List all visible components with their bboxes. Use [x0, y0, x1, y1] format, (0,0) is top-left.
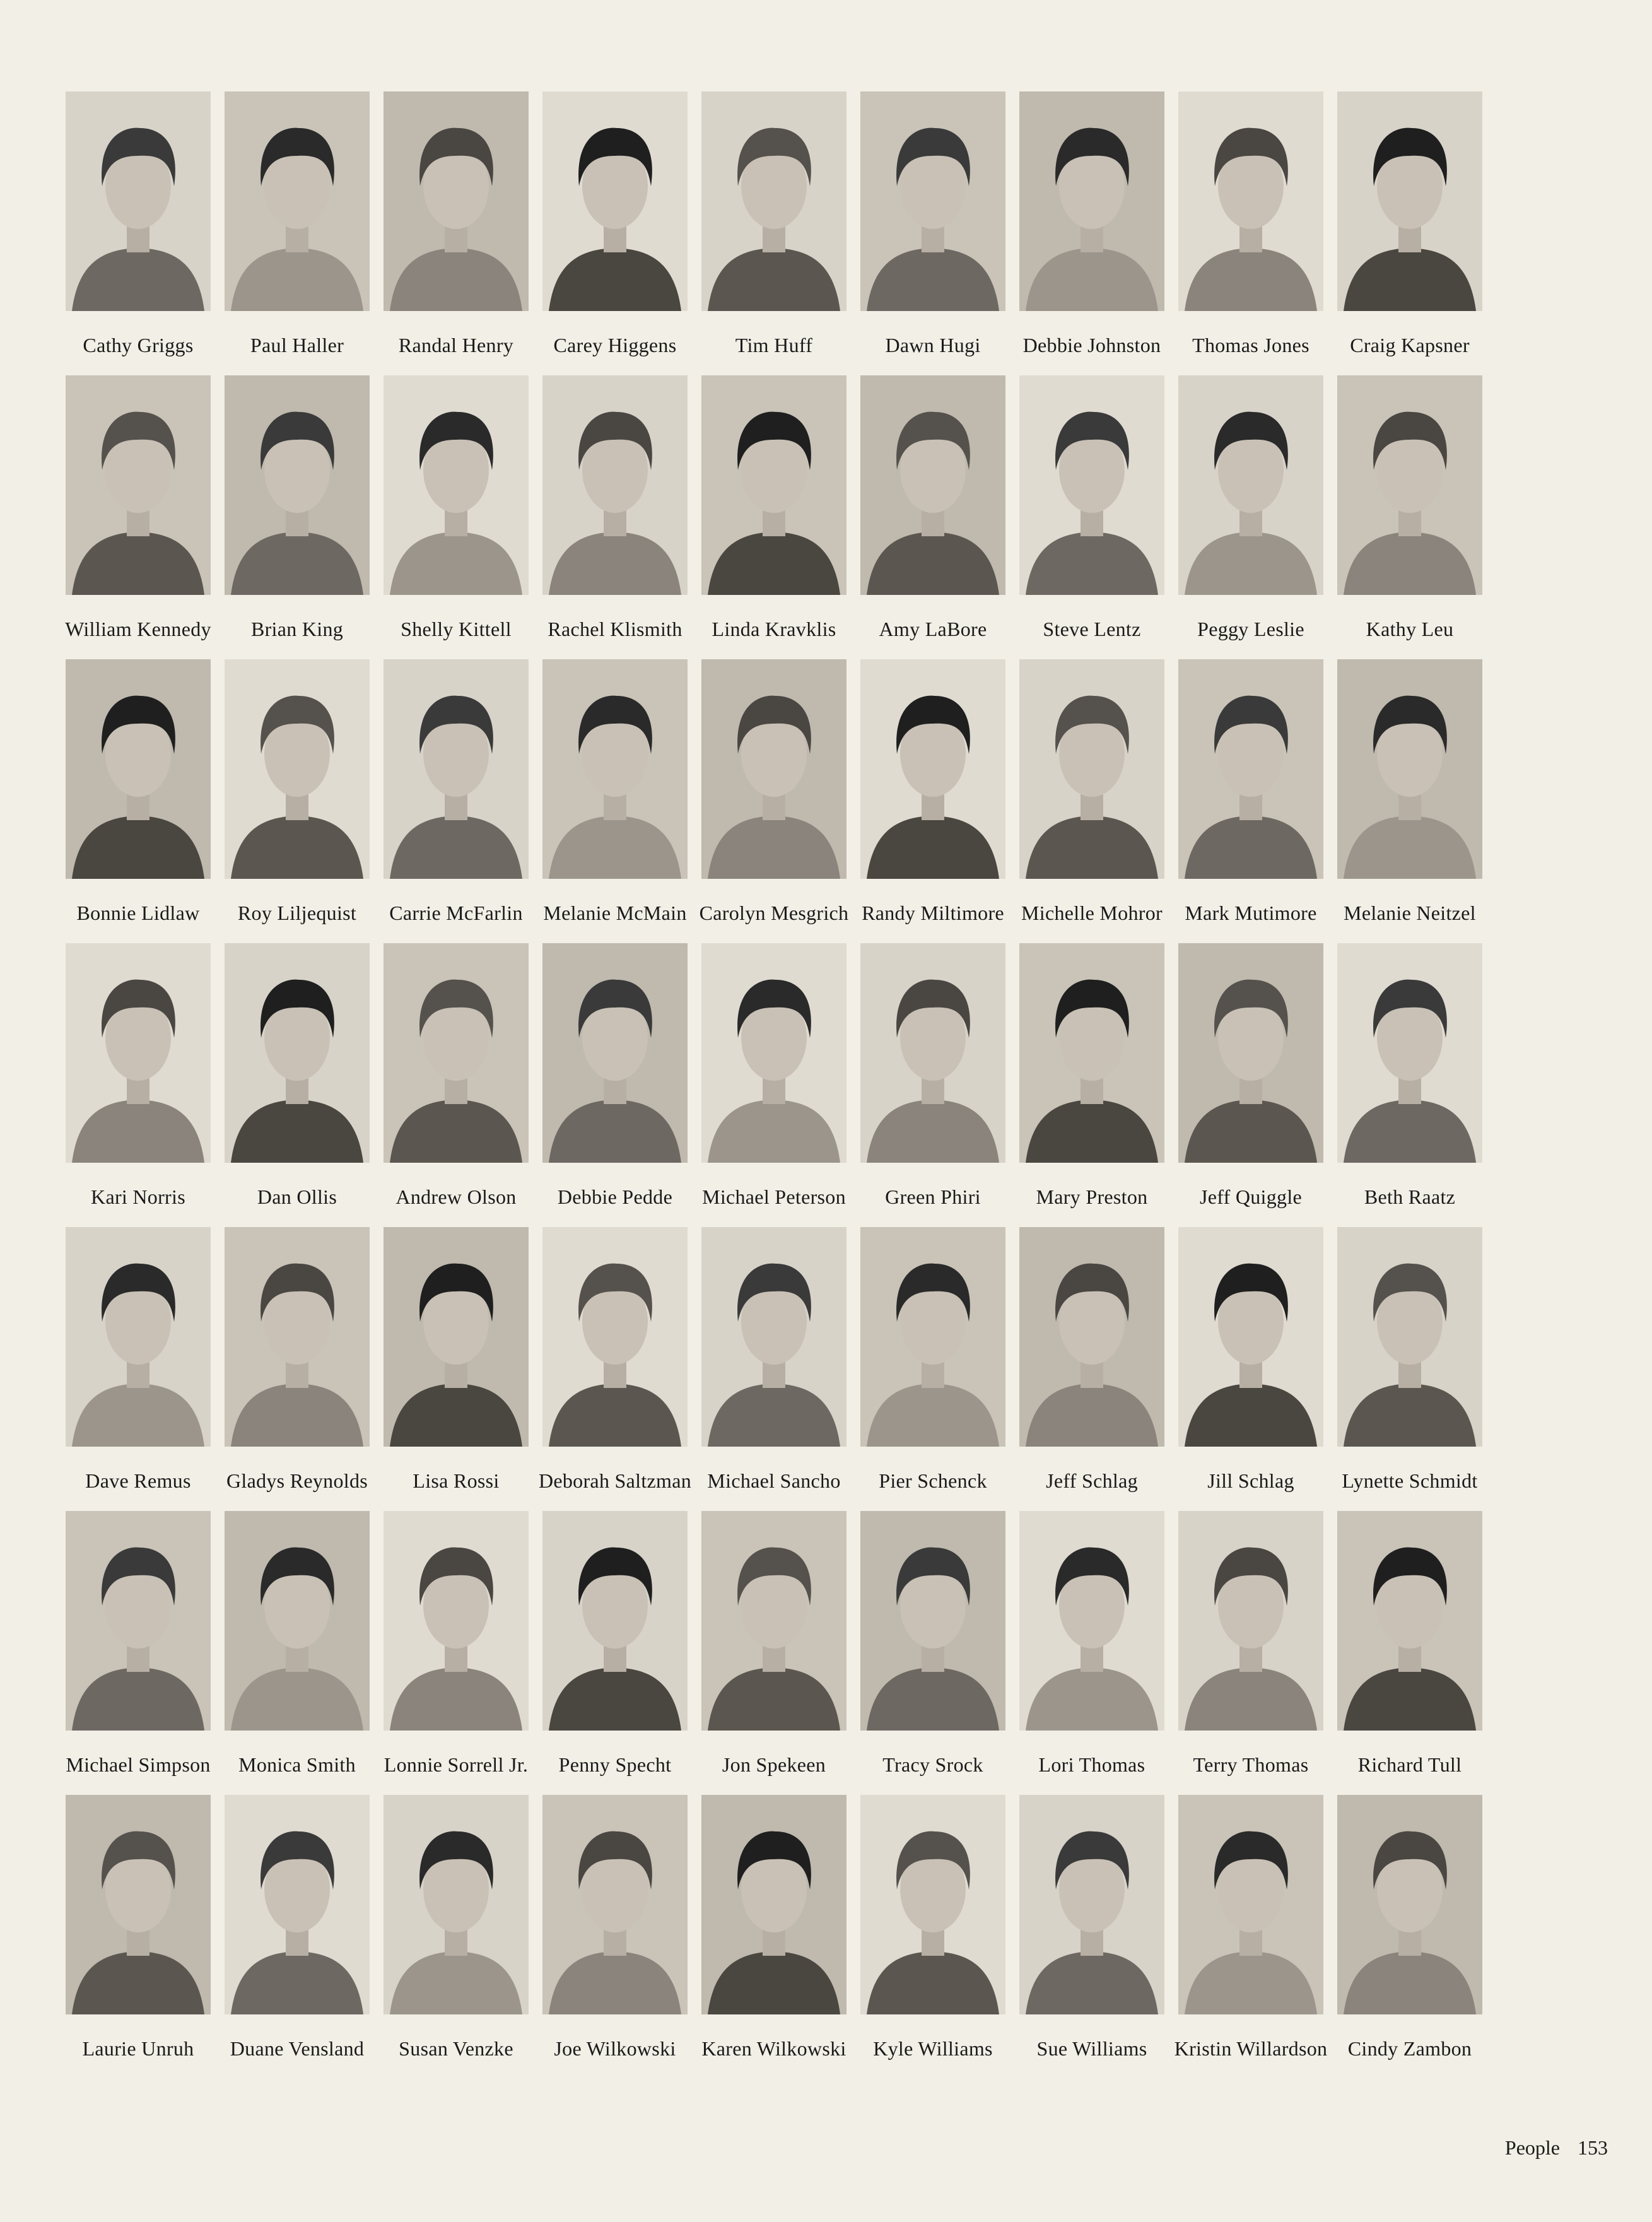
portrait-photo — [1337, 943, 1482, 1163]
person-name: Deborah Saltzman — [538, 1469, 692, 1492]
person-name: Lynette Schmidt — [1342, 1469, 1478, 1492]
person-silhouette-icon — [225, 375, 370, 595]
person-silhouette-icon — [384, 1227, 529, 1447]
person-silhouette-icon — [860, 1227, 1005, 1447]
person-silhouette-icon — [1337, 375, 1482, 595]
person-name: Melanie McMain — [543, 902, 687, 924]
person-name: Richard Tull — [1357, 1753, 1462, 1776]
person-silhouette-icon — [860, 1795, 1005, 2014]
person-silhouette-icon — [1019, 1227, 1164, 1447]
portrait-photo — [1019, 375, 1164, 595]
person-silhouette-icon — [225, 1511, 370, 1731]
portrait-photo — [860, 659, 1005, 879]
portrait-card — [63, 91, 213, 375]
person-name: Randal Henry — [398, 334, 514, 356]
person-silhouette-icon — [860, 375, 1005, 595]
portrait-photo — [701, 375, 847, 595]
portrait-photo — [1178, 1795, 1323, 2014]
portrait-card — [222, 1511, 372, 1795]
person-name: Andrew Olson — [395, 1185, 517, 1208]
portrait-photo — [1178, 375, 1323, 595]
person-name: Randy Miltimore — [862, 902, 1004, 924]
portrait-photo — [701, 1795, 847, 2014]
portrait-photo — [66, 1795, 211, 2014]
portrait-card — [63, 375, 213, 659]
person-name: Steve Lentz — [1043, 618, 1141, 640]
person-name: Gladys Reynolds — [226, 1469, 368, 1492]
portrait-photo — [66, 1227, 211, 1447]
person-name: Thomas Jones — [1192, 334, 1309, 356]
portrait-photo — [860, 943, 1005, 1163]
portrait-photo — [1337, 1511, 1482, 1731]
person-silhouette-icon — [1178, 91, 1323, 311]
person-silhouette-icon — [542, 659, 688, 879]
portrait-photo — [542, 943, 688, 1163]
portrait-card — [699, 1511, 849, 1795]
person-name: Amy LaBore — [879, 618, 987, 640]
person-name: Carrie McFarlin — [389, 902, 523, 924]
person-name: Linda Kravklis — [712, 618, 836, 640]
person-name: Michelle Mohror — [1021, 902, 1163, 924]
portrait-card — [1335, 1795, 1485, 2079]
person-name: Duane Vensland — [230, 2037, 365, 2060]
person-name: Mark Mutimore — [1185, 902, 1317, 924]
person-silhouette-icon — [1178, 1511, 1323, 1731]
person-silhouette-icon — [1019, 1795, 1164, 2014]
person-name: Paul Haller — [250, 334, 344, 356]
person-silhouette-icon — [1337, 91, 1482, 311]
portrait-card — [381, 91, 531, 375]
portrait-card — [63, 1795, 213, 2079]
portrait-card — [1176, 91, 1326, 375]
person-name: Kyle Williams — [873, 2037, 993, 2060]
portrait-photo — [225, 1511, 370, 1731]
portrait-card — [63, 1511, 213, 1795]
person-silhouette-icon — [1019, 375, 1164, 595]
portrait-card — [222, 659, 372, 943]
person-name: Lori Thomas — [1038, 1753, 1145, 1776]
portrait-grid — [63, 91, 1482, 2079]
portrait-photo — [225, 1795, 370, 2014]
person-name: Carolyn Mesgrich — [699, 902, 849, 924]
person-silhouette-icon — [701, 91, 847, 311]
portrait-photo — [1337, 1227, 1482, 1447]
person-silhouette-icon — [66, 1795, 211, 2014]
portrait-card — [540, 1795, 690, 2079]
portrait-photo — [1019, 1795, 1164, 2014]
portrait-card — [1017, 1511, 1167, 1795]
portrait-card — [1335, 375, 1485, 659]
person-silhouette-icon — [66, 91, 211, 311]
person-silhouette-icon — [701, 943, 847, 1163]
person-name: Mary Preston — [1036, 1185, 1148, 1208]
portrait-card — [1176, 375, 1326, 659]
portrait-photo — [66, 91, 211, 311]
person-silhouette-icon — [384, 91, 529, 311]
person-name: Roy Liljequist — [237, 902, 357, 924]
person-silhouette-icon — [225, 943, 370, 1163]
person-silhouette-icon — [66, 659, 211, 879]
portrait-photo — [66, 659, 211, 879]
portrait-photo — [225, 91, 370, 311]
page-number: 153 — [1578, 2136, 1608, 2159]
portrait-photo — [1337, 659, 1482, 879]
person-name: Kathy Leu — [1366, 618, 1454, 640]
person-name: Tracy Srock — [882, 1753, 983, 1776]
person-name: Shelly Kittell — [401, 618, 512, 640]
person-name: Karen Wilkowski — [701, 2037, 847, 2060]
portrait-card — [1017, 91, 1167, 375]
person-name: Pier Schenck — [879, 1469, 987, 1492]
portrait-photo — [384, 1511, 529, 1731]
portrait-card — [858, 659, 1008, 943]
person-silhouette-icon — [1337, 1227, 1482, 1447]
portrait-photo — [384, 1795, 529, 2014]
person-silhouette-icon — [1337, 1795, 1482, 2014]
person-silhouette-icon — [860, 1511, 1005, 1731]
portrait-card — [381, 1795, 531, 2079]
person-silhouette-icon — [1178, 1795, 1323, 2014]
person-silhouette-icon — [542, 375, 688, 595]
portrait-photo — [384, 659, 529, 879]
person-silhouette-icon — [860, 659, 1005, 879]
portrait-photo — [1337, 375, 1482, 595]
portrait-card — [540, 91, 690, 375]
person-name: Lonnie Sorrell Jr. — [384, 1753, 529, 1776]
portrait-card — [858, 91, 1008, 375]
portrait-card — [699, 91, 849, 375]
page-footer — [1505, 2136, 1608, 2160]
portrait-card — [858, 1795, 1008, 2079]
person-name: Dan Ollis — [257, 1185, 337, 1208]
portrait-card — [1335, 659, 1485, 943]
portrait-photo — [1019, 943, 1164, 1163]
person-silhouette-icon — [225, 659, 370, 879]
portrait-photo — [542, 1227, 688, 1447]
person-name: Beth Raatz — [1364, 1185, 1456, 1208]
portrait-photo — [1019, 1511, 1164, 1731]
portrait-photo — [701, 943, 847, 1163]
portrait-card — [1335, 91, 1485, 375]
portrait-photo — [384, 1227, 529, 1447]
person-name: Michael Simpson — [66, 1753, 211, 1776]
person-silhouette-icon — [542, 1511, 688, 1731]
person-name: Rachel Klismith — [548, 618, 682, 640]
person-name: Kari Norris — [91, 1185, 185, 1208]
portrait-card — [222, 1795, 372, 2079]
person-name: Craig Kapsner — [1350, 334, 1470, 356]
portrait-card — [858, 1227, 1008, 1511]
person-name: Dawn Hugi — [885, 334, 981, 356]
person-name: William Kennedy — [65, 618, 211, 640]
portrait-card — [222, 375, 372, 659]
person-name: Sue Williams — [1036, 2037, 1147, 2060]
portrait-photo — [225, 375, 370, 595]
portrait-photo — [1178, 1511, 1323, 1731]
portrait-photo — [1337, 1795, 1482, 2014]
portrait-photo — [384, 91, 529, 311]
person-silhouette-icon — [225, 1227, 370, 1447]
portrait-card — [699, 375, 849, 659]
person-name: Jeff Quiggle — [1199, 1185, 1303, 1208]
person-silhouette-icon — [66, 1227, 211, 1447]
portrait-card — [540, 375, 690, 659]
portrait-card — [540, 1511, 690, 1795]
portrait-card — [1017, 1795, 1167, 2079]
person-name: Lisa Rossi — [413, 1469, 500, 1492]
portrait-card — [381, 659, 531, 943]
portrait-photo — [860, 1227, 1005, 1447]
person-name: Penny Specht — [558, 1753, 672, 1776]
person-silhouette-icon — [1337, 943, 1482, 1163]
portrait-card — [381, 943, 531, 1227]
portrait-card — [540, 659, 690, 943]
person-silhouette-icon — [1178, 943, 1323, 1163]
person-silhouette-icon — [1178, 1227, 1323, 1447]
person-silhouette-icon — [701, 1227, 847, 1447]
person-name: Dave Remus — [85, 1469, 191, 1492]
person-silhouette-icon — [701, 659, 847, 879]
portrait-photo — [1019, 659, 1164, 879]
portrait-photo — [701, 91, 847, 311]
portrait-card — [1017, 1227, 1167, 1511]
portrait-card — [222, 91, 372, 375]
portrait-card — [699, 659, 849, 943]
person-silhouette-icon — [701, 1795, 847, 2014]
person-silhouette-icon — [1178, 659, 1323, 879]
person-silhouette-icon — [1019, 1511, 1164, 1731]
portrait-photo — [860, 1511, 1005, 1731]
portrait-card — [381, 1227, 531, 1511]
portrait-photo — [542, 1511, 688, 1731]
portrait-card — [858, 1511, 1008, 1795]
person-name: Carey Higgens — [553, 334, 677, 356]
portrait-card — [1176, 1227, 1326, 1511]
person-name: Tim Huff — [735, 334, 813, 356]
section-label: People — [1504, 2136, 1560, 2159]
portrait-card — [1017, 943, 1167, 1227]
portrait-photo — [542, 1795, 688, 2014]
portrait-card — [699, 1795, 849, 2079]
portrait-card — [1335, 1511, 1485, 1795]
person-silhouette-icon — [701, 1511, 847, 1731]
person-name: Kristin Willardson — [1174, 2037, 1328, 2060]
portrait-photo — [384, 375, 529, 595]
person-silhouette-icon — [701, 375, 847, 595]
portrait-card — [1017, 375, 1167, 659]
person-name: Monica Smith — [238, 1753, 356, 1776]
portrait-card — [699, 1227, 849, 1511]
person-silhouette-icon — [384, 943, 529, 1163]
person-silhouette-icon — [860, 91, 1005, 311]
person-silhouette-icon — [1019, 659, 1164, 879]
person-silhouette-icon — [66, 1511, 211, 1731]
person-silhouette-icon — [384, 1795, 529, 2014]
portrait-card — [381, 1511, 531, 1795]
portrait-photo — [701, 1511, 847, 1731]
person-silhouette-icon — [384, 1511, 529, 1731]
portrait-card — [1017, 659, 1167, 943]
person-silhouette-icon — [1019, 943, 1164, 1163]
portrait-photo — [1178, 943, 1323, 1163]
portrait-card — [1335, 943, 1485, 1227]
portrait-card — [222, 1227, 372, 1511]
person-silhouette-icon — [1337, 659, 1482, 879]
portrait-card — [540, 943, 690, 1227]
portrait-photo — [542, 659, 688, 879]
portrait-photo — [1019, 1227, 1164, 1447]
person-name: Brian King — [250, 618, 344, 640]
person-name: Bonnie Lidlaw — [76, 902, 200, 924]
person-name: Joe Wilkowski — [554, 2037, 676, 2060]
portrait-photo — [384, 943, 529, 1163]
person-name: Jeff Schlag — [1046, 1469, 1138, 1492]
portrait-photo — [1337, 91, 1482, 311]
person-silhouette-icon — [1019, 91, 1164, 311]
person-silhouette-icon — [542, 1795, 688, 2014]
portrait-photo — [1178, 659, 1323, 879]
portrait-photo — [701, 659, 847, 879]
person-silhouette-icon — [1337, 1511, 1482, 1731]
portrait-photo — [225, 1227, 370, 1447]
person-silhouette-icon — [225, 91, 370, 311]
portrait-photo — [542, 375, 688, 595]
person-name: Michael Sancho — [707, 1469, 841, 1492]
person-name: Cathy Griggs — [83, 334, 194, 356]
portrait-card — [63, 943, 213, 1227]
person-name: Jon Spekeen — [722, 1753, 826, 1776]
portrait-card — [1176, 659, 1326, 943]
portrait-card — [858, 375, 1008, 659]
portrait-card — [63, 1227, 213, 1511]
portrait-card — [381, 375, 531, 659]
person-silhouette-icon — [384, 375, 529, 595]
portrait-photo — [225, 659, 370, 879]
person-name: Cindy Zambon — [1347, 2037, 1472, 2060]
portrait-photo — [1019, 91, 1164, 311]
person-name: Laurie Unruh — [82, 2037, 194, 2060]
person-silhouette-icon — [542, 1227, 688, 1447]
portrait-photo — [66, 1511, 211, 1731]
portrait-card — [540, 1227, 690, 1511]
person-silhouette-icon — [225, 1795, 370, 2014]
portrait-card — [1176, 943, 1326, 1227]
person-name: Terry Thomas — [1193, 1753, 1309, 1776]
portrait-photo — [542, 91, 688, 311]
portrait-photo — [66, 375, 211, 595]
portrait-card — [63, 659, 213, 943]
person-silhouette-icon — [384, 659, 529, 879]
person-name: Jill Schlag — [1207, 1469, 1294, 1492]
person-silhouette-icon — [1178, 375, 1323, 595]
portrait-photo — [1178, 1227, 1323, 1447]
person-silhouette-icon — [542, 91, 688, 311]
person-name: Peggy Leslie — [1197, 618, 1304, 640]
portrait-photo — [1178, 91, 1323, 311]
portrait-photo — [66, 943, 211, 1163]
portrait-card — [1176, 1795, 1326, 2079]
portrait-photo — [860, 91, 1005, 311]
portrait-card — [699, 943, 849, 1227]
person-name: Green Phiri — [885, 1185, 981, 1208]
portrait-photo — [225, 943, 370, 1163]
person-silhouette-icon — [66, 375, 211, 595]
portrait-photo — [860, 1795, 1005, 2014]
portrait-photo — [860, 375, 1005, 595]
person-name: Debbie Johnston — [1022, 334, 1161, 356]
portrait-photo — [701, 1227, 847, 1447]
person-silhouette-icon — [542, 943, 688, 1163]
person-name: Debbie Pedde — [557, 1185, 673, 1208]
person-name: Susan Venzke — [399, 2037, 513, 2060]
person-name: Melanie Neitzel — [1344, 902, 1476, 924]
portrait-card — [1176, 1511, 1326, 1795]
person-silhouette-icon — [66, 943, 211, 1163]
person-silhouette-icon — [860, 943, 1005, 1163]
portrait-card — [858, 943, 1008, 1227]
person-name: Michael Peterson — [702, 1185, 846, 1208]
portrait-card — [1335, 1227, 1485, 1511]
portrait-card — [222, 943, 372, 1227]
